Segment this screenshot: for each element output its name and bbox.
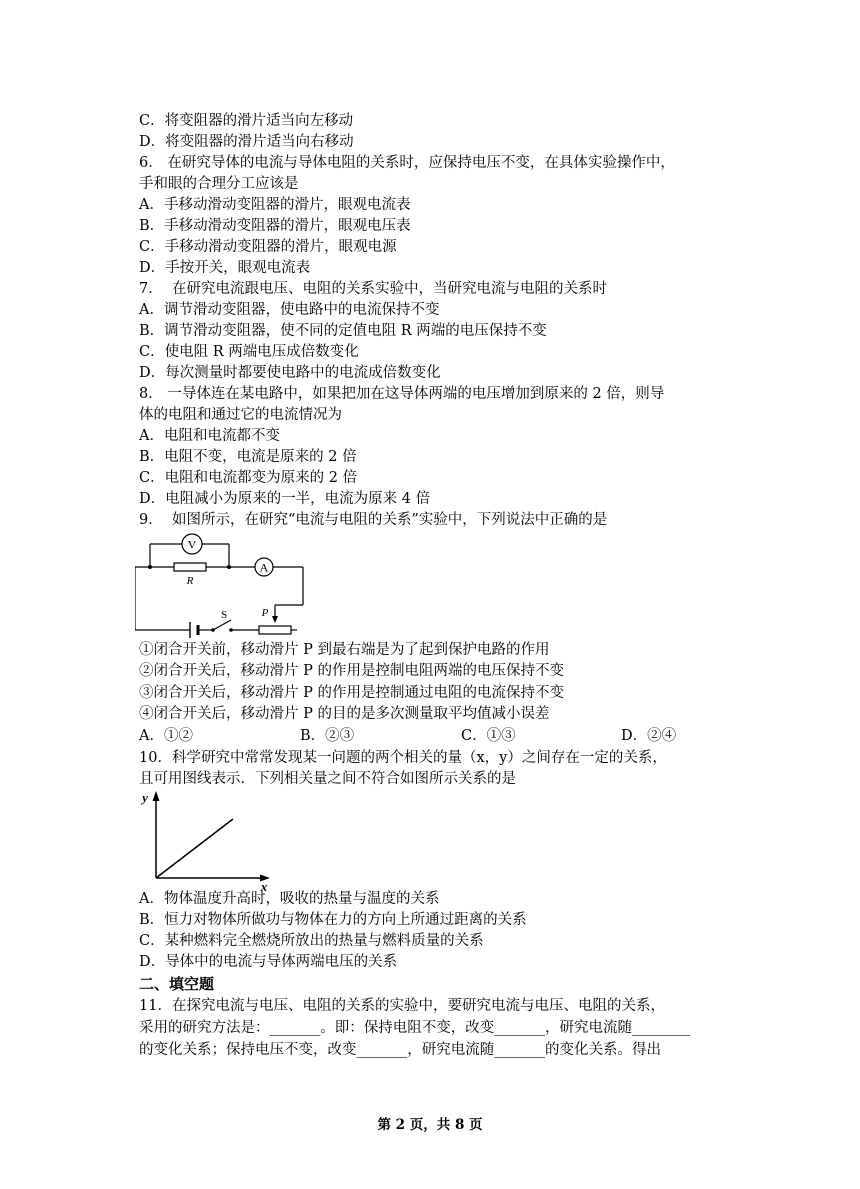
line-8: 7． 在研究电流跟电压、电阻的关系实验中，当研究电流与电阻的关系时 <box>139 281 607 297</box>
line-13: 8． 一导体连在某电路中，如果把加在这导体两端的电压增加到原来的 2 倍，则导 <box>139 386 665 402</box>
resistor-label: R <box>186 575 194 587</box>
circuit-diagram <box>135 530 310 640</box>
line-7: D．手按开关，眼观电流表 <box>139 260 311 276</box>
q9-option-a: A．①② <box>139 728 193 744</box>
q10-option-a: A．物体温度升高时，吸收的热量与温度的关系 <box>139 891 440 907</box>
voltmeter-label: V <box>187 537 197 552</box>
q9-statement-4: ④闭合开关后，移动滑片 P 的目的是多次测量取平均值减小误差 <box>139 706 550 722</box>
q10-option-d: D．导体中的电流与导体两端电压的关系 <box>139 954 398 970</box>
line-1: D．将变阻器的滑片适当向右移动 <box>139 134 354 150</box>
line-14: 体的电阻和通过它的电流情况为 <box>139 407 342 423</box>
linear-graph <box>138 786 278 892</box>
line-16: B．电阻不变，电流是原来的 2 倍 <box>139 449 357 465</box>
graph-y-label: y <box>142 790 148 805</box>
line-10: B．调节滑动变阻器，使不同的定值电阻 R 两端的电压保持不变 <box>139 323 547 339</box>
section-title: 二、填空题 <box>139 975 215 993</box>
line-15: A．电阻和电流都不变 <box>139 428 280 444</box>
line-17: C．电阻和电流都变为原来的 2 倍 <box>139 470 358 486</box>
line-0: C．将变阻器的滑片适当向左移动 <box>139 113 354 129</box>
line-6: C．手移动滑动变阻器的滑片，眼观电源 <box>139 239 397 255</box>
q9-option-d: D．②④ <box>621 728 677 744</box>
switch-label: S <box>220 609 228 621</box>
line-5: B．手移动滑动变阻器的滑片，眼观电压表 <box>139 218 411 234</box>
q9-option-b: B．②③ <box>300 728 355 744</box>
q11-line-2: 采用的研究方法是：_______。即：保持电阻不变，改变_______，研究电流随________ <box>139 1020 690 1036</box>
q9-statement-1: ①闭合开关前，移动滑片 P 到最右端是为了起到保护电路的作用 <box>139 642 550 658</box>
line-2: 6． 在研究导体的电流与导体电阻的关系时，应保持电压不变，在具体实验操作中， <box>139 155 675 171</box>
q10-line-2: 且可用图线表示．下列相关量之间不符合如图所示关系的是 <box>139 771 516 787</box>
line-3: 手和眼的合理分工应该是 <box>139 176 299 192</box>
q10-option-c: C．某种燃料完全燃烧所放出的热量与燃料质量的关系 <box>139 933 484 949</box>
line-11: C．使电阻 R 两端电压成倍数变化 <box>139 344 359 360</box>
q9-option-c: C．①③ <box>461 728 516 744</box>
q10-line-1: 10．科学研究中常常发现某一问题的两个相关的量（x，y）之间存在一定的关系， <box>139 750 667 766</box>
graph-x-label: x <box>260 879 268 892</box>
slider-label: P <box>261 607 269 619</box>
q11-line-1: 11．在探究电流与电压、电阻的关系的实验中，要研究电流与电压、电阻的关系， <box>139 998 665 1014</box>
q9-statement-3: ③闭合开关后，移动滑片 P 的作用是控制通过电阻的电流保持不变 <box>139 685 564 701</box>
ammeter-label: A <box>259 560 269 575</box>
q11-line-3: 的变化关系；保持电压不变，改变_______，研究电流随_______的变化关系。得出 <box>139 1042 661 1058</box>
q9-statement-2: ②闭合开关后，移动滑片 P 的作用是控制电阻两端的电压保持不变 <box>139 663 564 679</box>
line-12: D．每次测量时都要使电路中的电流成倍数变化 <box>139 365 441 381</box>
line-18: D．电阻减小为原来的一半，电流为原来 4 倍 <box>139 491 431 507</box>
line-9: A．调节滑动变阻器，使电路中的电流保持不变 <box>139 302 440 318</box>
q10-option-b: B．恒力对物体所做功与物体在力的方向上所通过距离的关系 <box>139 912 527 928</box>
line-19: 9． 如图所示，在研究“电流与电阻的关系”实验中，下列说法中正确的是 <box>139 512 608 528</box>
line-4: A．手移动滑动变阻器的滑片，眼观电流表 <box>139 197 411 213</box>
page-footer: 第 2 页，共 8 页 <box>377 1117 483 1133</box>
